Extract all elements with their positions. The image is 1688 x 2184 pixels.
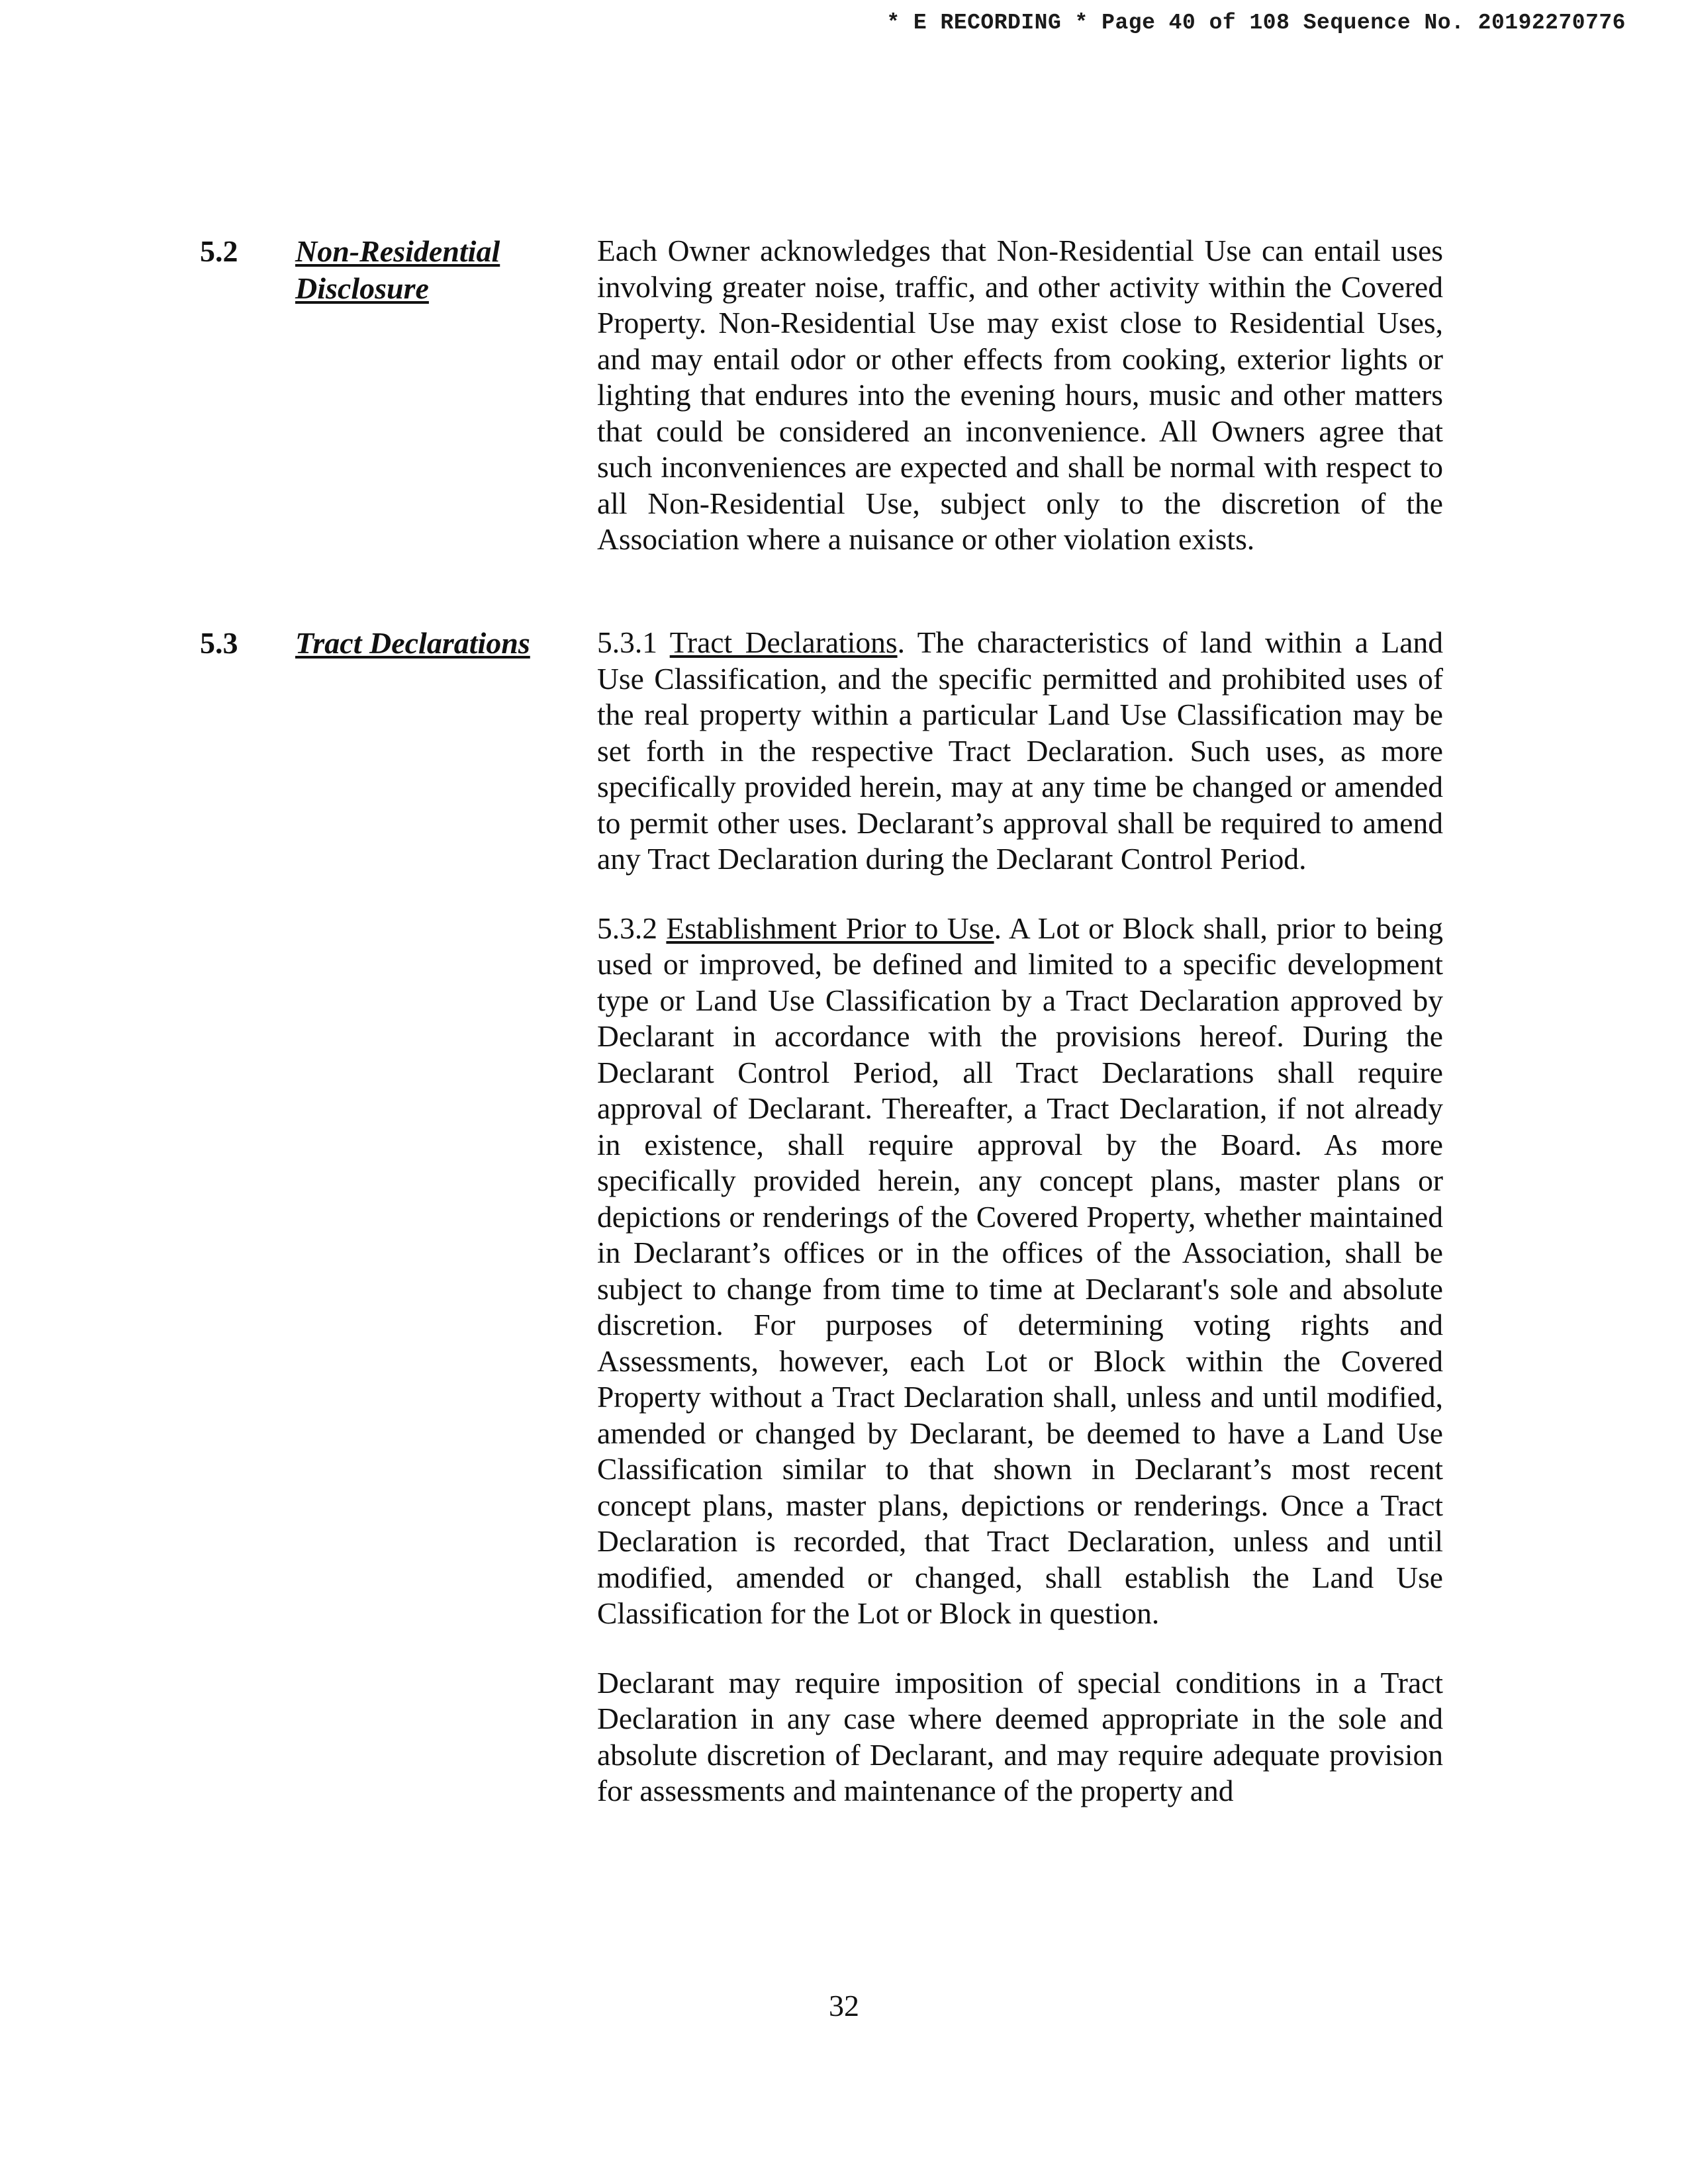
section-body (597, 233, 1443, 558)
paragraph-5-3-1 (597, 625, 1443, 878)
section-title: Non-Residential Disclosure (295, 234, 500, 305)
paragraph: Declarant may require imposition of special conditions in a Tract Declaration in any case where deemed appropriate in the sole and absolute discretion of Declarant, and may require adequate provision for assessments and maintenance of the property and (597, 1665, 1443, 1807)
subsection-number: 5.3.1 (597, 625, 657, 659)
paragraph: Each Owner acknowledges that Non-Residential Use can entail uses involving greater noise, traffic, and other activity within the Covered Property. Non-Residential Use may exist close to Residential Uses, and may entail odor or other effects from cooking, exterior lights or lighting that endures into the evening hours, music and other matters that could be considered an inconvenience. All Owners agree that such inconveniences are expected and shall be normal with respect to all Non-Residential Use, subject only to the discretion of the Association where a nuisance or other violation exists. (597, 234, 1443, 556)
subsection-heading: Establishment Prior to Use (666, 911, 994, 945)
paragraph-5-3-2 (597, 911, 1443, 1632)
page-number: 32 (829, 1989, 859, 2023)
subsection-heading: Tract Declarations (669, 625, 898, 659)
paragraph-text: . The characteristics of land within a Land Use Classification, and the specific permitted and prohibited uses of the real property within a particular Land Use Classification may be set forth in the respective Tract Declaration. Such uses, as more specifically provided herein, may at any time be changed or amended to permit other uses. Declarant’s approval shall be required to amend any Tract Declaration during the Declarant Control Period. (597, 625, 1443, 876)
section-number: 5.2 (200, 234, 238, 268)
recording-header: * E RECORDING * Page 40 of 108 Sequence No. 20192270776 (886, 11, 1626, 35)
section-body (597, 625, 1443, 1809)
subsection-number: 5.3.2 (597, 911, 657, 945)
paragraph-text: . A Lot or Block shall, prior to being used or improved, be defined and limited to a specific development type or Land Use Classification by a Tract Declaration approved by Declarant in accordance with the provisions hereof. During the Declarant Control Period, all Tract Declarations shall require approval of Declarant. Thereafter, a Tract Declaration, if not already in existence, shall require approval by the Board. As more specifically provided herein, any concept plans, master plans or depictions or renderings of the Covered Property, whether maintained in Declarant’s offices or in the offices of the Association, shall be subject to change from time to time at Declarant's sole and absolute discretion. For purposes of determining voting rights and Assessments, however, each Lot or Block within the Covered Property without a Tract Declaration shall, unless and until modified, amended or changed by Declarant, be deemed to have a Land Use Classification similar to that shown in Declarant’s most recent concept plans, master plans, depictions or renderings. Once a Tract Declaration is recorded, that Tract Declaration, unless and until modified, amended or changed, shall establish the Land Use Classification for the Lot or Block in question. (597, 911, 1444, 1630)
section-title: Tract Declarations (295, 626, 530, 660)
section-number: 5.3 (200, 626, 238, 660)
